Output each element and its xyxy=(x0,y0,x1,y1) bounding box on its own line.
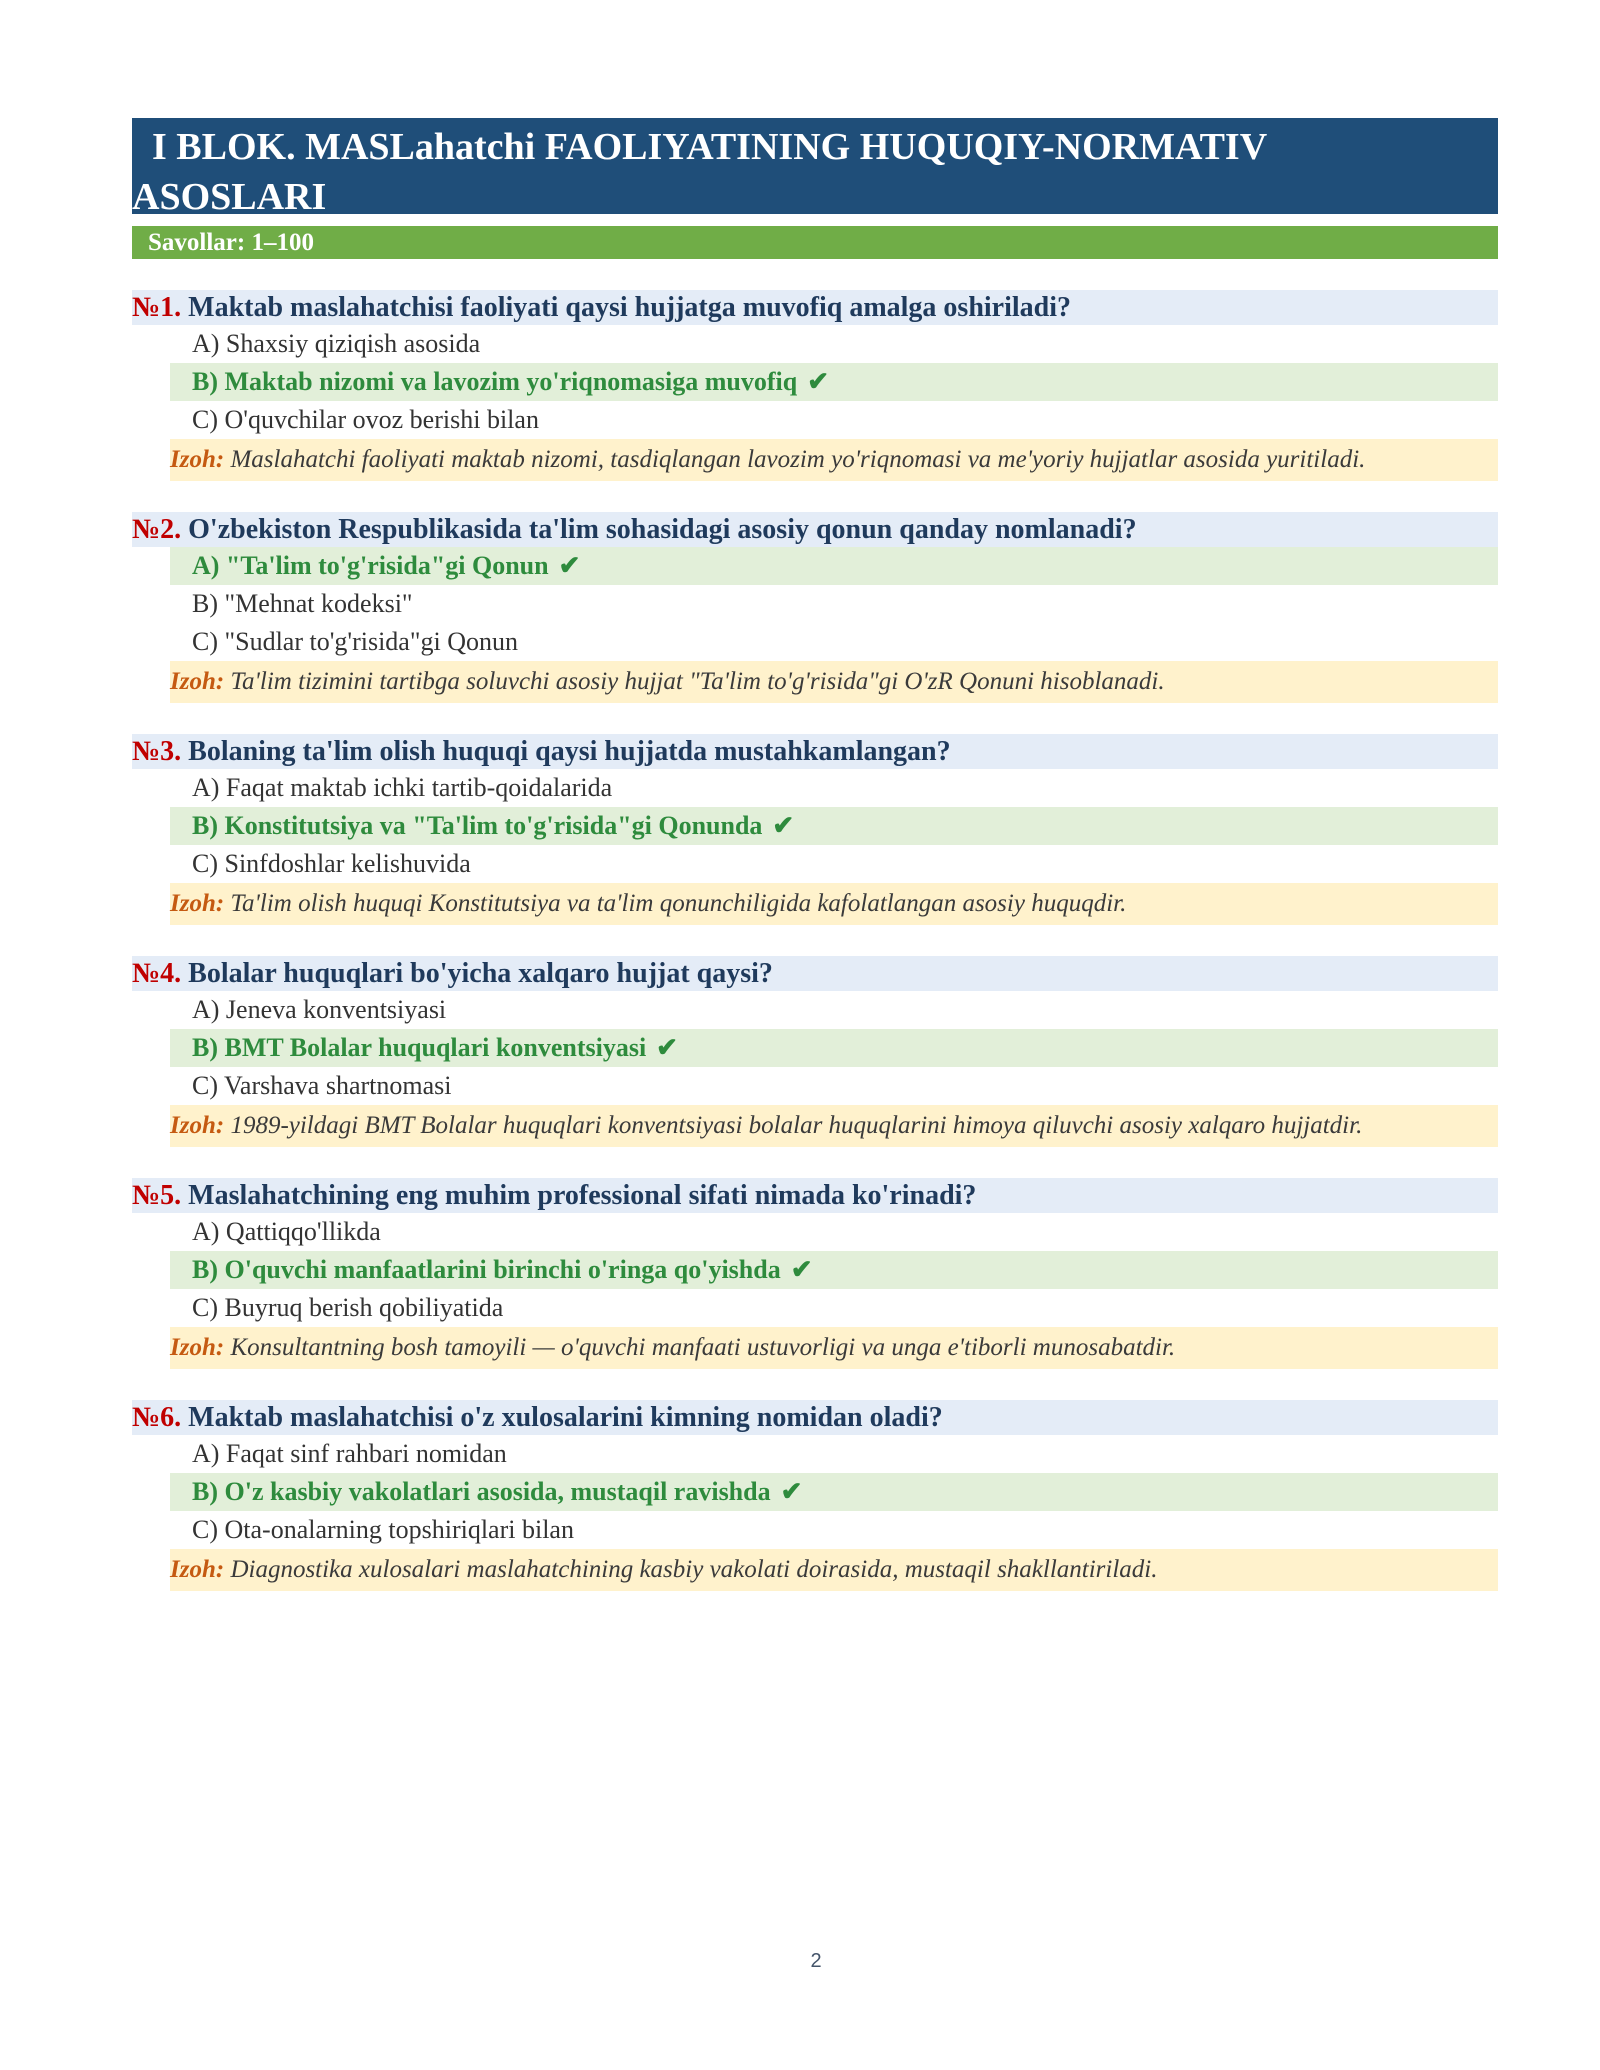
answer-option xyxy=(170,991,1498,1029)
answer-option xyxy=(170,1289,1498,1327)
answer-option-text: B) Maktab nizomi va lavozim yo'riqnomasiga muvofiq xyxy=(192,367,798,396)
answer-option xyxy=(170,325,1498,363)
question-text: O'zbekiston Respublikasida ta'lim sohasidagi asosiy qonun qanday nomlanadi? xyxy=(188,514,1137,545)
explanation-text: Ta'lim olish huquqi Konstitutsiya va ta'lim qonunchiligida kafolatlangan asosiy huquqdir. xyxy=(230,890,1127,917)
question-heading xyxy=(132,1400,1498,1435)
page-number: 2 xyxy=(810,1950,822,1972)
explanation-label: Izoh: xyxy=(170,1112,225,1139)
checkmark-icon: ✔ xyxy=(780,1477,803,1506)
explanation-label: Izoh: xyxy=(170,668,225,695)
answer-option-text: A) "Ta'lim to'g'risida"gi Qonun xyxy=(192,551,549,580)
checkmark-icon: ✔ xyxy=(790,1255,813,1284)
answer-option-text: B) "Mehnat kodeksi" xyxy=(192,589,413,618)
explanation-text: Maslahatchi faoliyati maktab nizomi, tasdiqlangan lavozim yo'riqnomasi va me'yoriy hujjatlar asosida yuritiladi. xyxy=(230,446,1366,473)
checkmark-icon: ✔ xyxy=(772,811,795,840)
block-title-line1: I BLOK. MASLahatchi FAOLIYATINING HUQUQIY-NORMATIV xyxy=(152,126,1268,168)
answer-option-text: C) "Sudlar to'g'risida"gi Qonun xyxy=(192,627,518,656)
checkmark-icon: ✔ xyxy=(656,1033,678,1062)
question-block xyxy=(132,290,1498,481)
answer-option-text: C) Sinfdoshlar kelishuvida xyxy=(192,849,471,878)
answer-option-text: A) Shaxsiy qiziqish asosida xyxy=(192,329,481,358)
answer-option xyxy=(170,1435,1498,1473)
answer-option xyxy=(170,623,1498,661)
explanation-note xyxy=(170,1105,1498,1147)
answer-option-text: C) Varshava shartnomasi xyxy=(192,1071,452,1100)
answer-option xyxy=(170,845,1498,883)
answer-option-text: C) Buyruq berish qobiliyatida xyxy=(192,1293,504,1322)
document-page xyxy=(132,118,1498,1591)
explanation-note xyxy=(170,883,1498,925)
answer-option-correct xyxy=(170,1251,1498,1289)
answer-option xyxy=(170,769,1498,807)
question-number: №2. xyxy=(132,514,182,545)
question-text: Bolalar huquqlari bo'yicha xalqaro hujjat qaysi? xyxy=(188,958,773,989)
question-number: №1. xyxy=(132,292,182,323)
question-block xyxy=(132,1178,1498,1369)
explanation-note xyxy=(170,1327,1498,1369)
answer-option-text: C) Ota-onalarning topshiriqlari bilan xyxy=(192,1515,574,1544)
explanation-note xyxy=(170,1549,1498,1591)
explanation-note xyxy=(170,439,1498,481)
question-block xyxy=(132,512,1498,703)
answer-option xyxy=(170,1213,1498,1251)
answer-option-text: B) O'z kasbiy vakolatlari asosida, mustaqil ravishda xyxy=(192,1477,771,1506)
question-list xyxy=(132,290,1498,1591)
explanation-text: Diagnostika xulosalari maslahatchining kasbiy vakolati doirasida, mustaqil shakllantiriladi. xyxy=(230,1556,1158,1583)
question-block xyxy=(132,1400,1498,1591)
block-title-line2: ASOSLARI xyxy=(132,176,327,218)
answer-option-correct xyxy=(170,547,1498,585)
answer-option-correct xyxy=(170,363,1498,401)
answer-option-text: B) O'quvchi manfaatlarini birinchi o'ringa qo'yishda xyxy=(192,1255,781,1284)
explanation-label: Izoh: xyxy=(170,1334,225,1361)
question-text: Maktab maslahatchisi faoliyati qaysi hujjatga muvofiq amalga oshiriladi? xyxy=(188,292,1072,323)
question-number: №6. xyxy=(132,1402,182,1433)
answer-option-correct xyxy=(170,1029,1498,1067)
question-text: Maslahatchining eng muhim professional sifati nimada ko'rinadi? xyxy=(188,1180,977,1211)
answer-option-correct xyxy=(170,1473,1498,1511)
question-text: Maktab maslahatchisi o'z xulosalarini kimning nomidan oladi? xyxy=(188,1402,943,1433)
answer-option xyxy=(170,1511,1498,1549)
question-heading xyxy=(132,1178,1498,1213)
explanation-text: 1989-yildagi BMT Bolalar huquqlari konventsiyasi bolalar huquqlarini himoya qiluvchi asosiy xalqaro hujjatdir. xyxy=(230,1112,1363,1139)
answer-option-text: A) Qattiqqo'llikda xyxy=(192,1217,381,1246)
question-number: №4. xyxy=(132,958,182,989)
explanation-label: Izoh: xyxy=(170,1556,225,1583)
answer-option-text: A) Faqat maktab ichki tartib-qoidalarida xyxy=(192,773,613,802)
question-block xyxy=(132,734,1498,925)
question-number: №5. xyxy=(132,1180,182,1211)
answer-option-text: C) O'quvchilar ovoz berishi bilan xyxy=(192,405,539,434)
question-range: Savollar: 1–100 xyxy=(132,226,1498,259)
answer-option xyxy=(170,585,1498,623)
explanation-text: Ta'lim tizimini tartibga soluvchi asosiy hujjat "Ta'lim to'g'risida"gi O'zR Qonuni hisoblanadi. xyxy=(230,668,1165,695)
answer-option-text: A) Faqat sinf rahbari nomidan xyxy=(192,1439,507,1468)
answer-option-text: A) Jeneva konventsiyasi xyxy=(192,995,447,1024)
question-heading xyxy=(132,734,1498,769)
question-heading xyxy=(132,956,1498,991)
answer-option xyxy=(170,1067,1498,1105)
question-heading xyxy=(132,512,1498,547)
explanation-note xyxy=(170,661,1498,703)
block-title xyxy=(132,118,1498,218)
explanation-label: Izoh: xyxy=(170,446,225,473)
question-heading xyxy=(132,290,1498,325)
checkmark-icon: ✔ xyxy=(558,551,581,580)
checkmark-icon: ✔ xyxy=(807,367,830,396)
answer-option-correct xyxy=(170,807,1498,845)
explanation-label: Izoh: xyxy=(170,890,225,917)
question-block xyxy=(132,956,1498,1147)
answer-option-text: B) BMT Bolalar huquqlari konventsiyasi xyxy=(192,1033,647,1062)
answer-option-text: B) Konstitutsiya va "Ta'lim to'g'risida"gi Qonunda xyxy=(192,811,763,840)
question-number: №3. xyxy=(132,736,182,767)
answer-option xyxy=(170,401,1498,439)
question-text: Bolaning ta'lim olish huquqi qaysi hujjatda mustahkamlangan? xyxy=(188,736,951,767)
explanation-text: Konsultantning bosh tamoyili — o'quvchi manfaati ustuvorligi va unga e'tiborli munosabatdir. xyxy=(230,1334,1176,1361)
